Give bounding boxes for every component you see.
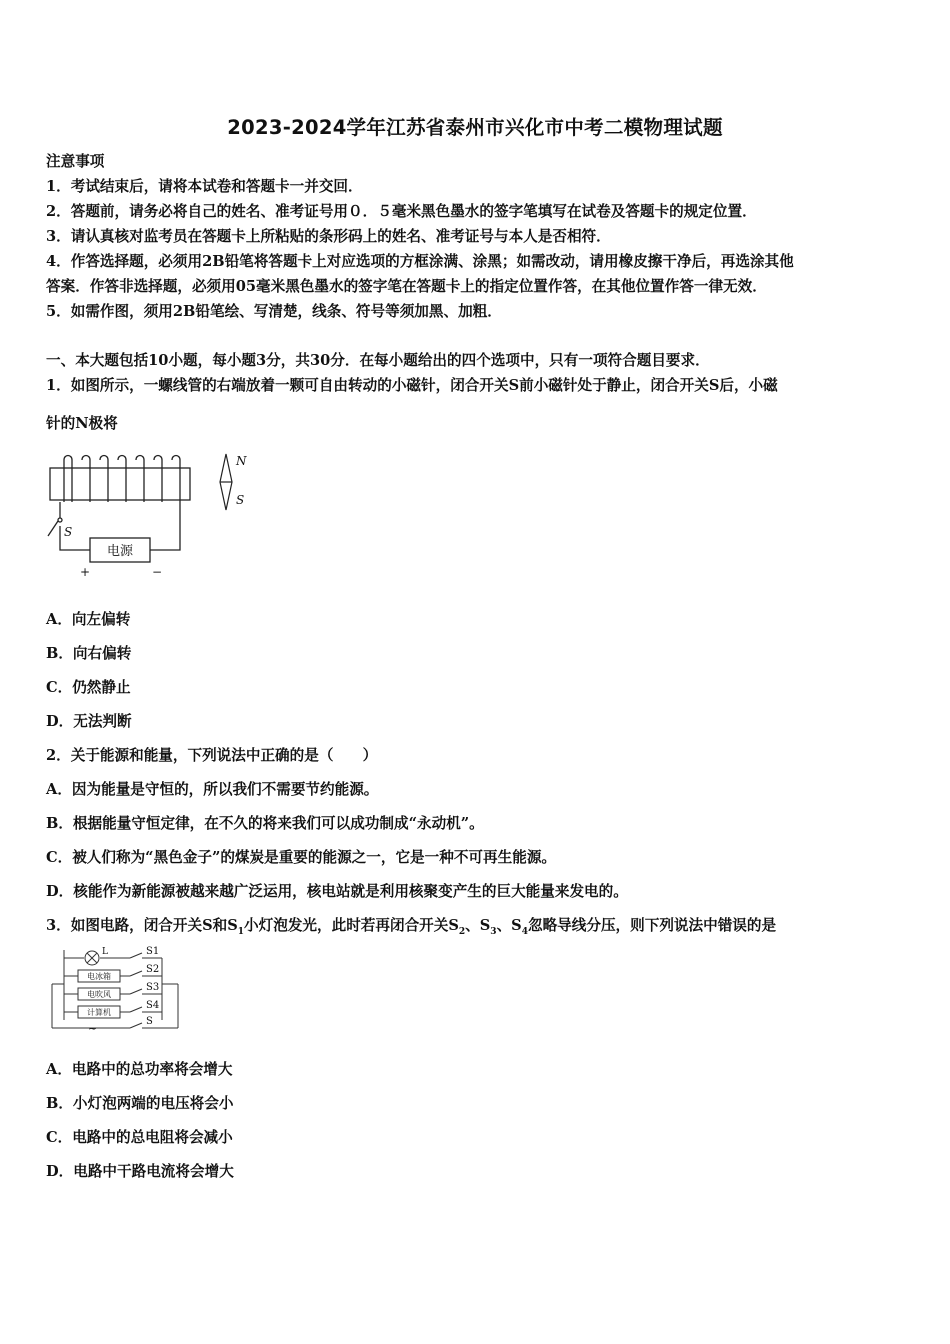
switch-label: S bbox=[146, 1016, 153, 1027]
switch-label: S3 bbox=[146, 982, 160, 993]
q1-option-a[interactable]: A．向左偏转 bbox=[46, 611, 131, 628]
notice-heading: 注意事项 bbox=[46, 153, 105, 170]
switch-label: S2 bbox=[146, 964, 160, 975]
power-supply-label: 电源 bbox=[106, 544, 134, 559]
page-title: 2023-2024学年江苏省泰州市兴化市中考二模物理试题 bbox=[227, 116, 723, 139]
q3-stem-text: 小灯泡发光，此时若再闭合开关S bbox=[244, 917, 459, 934]
q2-option-d[interactable]: D．核能作为新能源被越来越广泛运用，核电站就是利用核聚变产生的巨大能量来发电的。 bbox=[46, 883, 628, 900]
switch-label: S4 bbox=[146, 1000, 160, 1011]
q1-option-d[interactable]: D．无法判断 bbox=[46, 713, 132, 730]
q3-sub: 4 bbox=[521, 926, 528, 937]
notice-item: 答案．作答非选择题，必须用05毫米黑色墨水的签字笔在答题卡上的指定位置作答，在其他位置作答一律无效． bbox=[46, 278, 767, 295]
appliance-label: 计算机 bbox=[87, 1008, 111, 1017]
notice-item: 4．作答选择题，必须用2B铅笔将答题卡上对应选项的方框涂满、涂黑；如需改动，请用橡皮擦干净后，再选涂其他 bbox=[46, 253, 794, 270]
q2-option-c[interactable]: C．被人们称为“黑色金子”的煤炭是重要的能源之一，它是一种不可再生能源。 bbox=[46, 849, 557, 866]
notice-item: 1．考试结束后，请将本试卷和答题卡一并交回． bbox=[46, 178, 363, 195]
minus-terminal-label: − bbox=[152, 565, 163, 579]
q2-option-a[interactable]: A．因为能量是守恒的，所以我们不需要节约能源。 bbox=[46, 781, 379, 798]
plus-terminal-label: + bbox=[80, 565, 91, 579]
notice-item: 3．请认真核对监考员在答题卡上所粘贴的条形码上的姓名、准考证号与本人是否相符． bbox=[46, 228, 611, 245]
needle-n-label: N bbox=[236, 454, 247, 468]
q3-figure bbox=[44, 944, 194, 1036]
compass-needle bbox=[220, 454, 232, 510]
lamp-icon bbox=[85, 951, 99, 965]
q2-stem: 2．关于能源和能量，下列说法中正确的是（ ） bbox=[46, 747, 378, 764]
lamp-label: L bbox=[102, 947, 108, 957]
q3-sub: 3 bbox=[490, 926, 497, 937]
switch-label: S bbox=[64, 525, 73, 539]
q3-stem-text: 3．如图电路，闭合开关S和S bbox=[46, 917, 238, 934]
q3-stem-text: 、S bbox=[465, 917, 491, 934]
q3-sub: 2 bbox=[458, 926, 466, 937]
section-intro: 一、本大题包括10小题，每小题3分，共30分．在每小题给出的四个选项中，只有一项符合题目要求． bbox=[46, 352, 710, 369]
needle-s-label: S bbox=[236, 493, 245, 507]
q3-stem-text: 忽略导线分压，则下列说法中错误的是 bbox=[527, 917, 777, 934]
q3-option-a[interactable]: A．电路中的总功率将会增大 bbox=[46, 1061, 233, 1078]
q1-stem: 1．如图所示，一螺线管的右端放着一颗可自由转动的小磁针，闭合开关S前小磁针处于静止，闭合开关S后，小磁 bbox=[46, 377, 778, 394]
q3-option-b[interactable]: B．小灯泡两端的电压将会小 bbox=[46, 1095, 234, 1112]
switch-label: S1 bbox=[146, 946, 160, 957]
q1-option-c[interactable]: C．仍然静止 bbox=[46, 679, 131, 696]
q1-stem-cont: 针的N极将 bbox=[46, 415, 118, 432]
q3-sub: 1 bbox=[237, 926, 245, 937]
q3-option-d[interactable]: D．电路中干路电流将会增大 bbox=[46, 1163, 234, 1180]
appliance-label: 电吹风 bbox=[87, 990, 111, 999]
q3-stem-text: 、S bbox=[496, 917, 522, 934]
q1-figure bbox=[40, 450, 270, 590]
q1-option-b[interactable]: B．向右偏转 bbox=[46, 645, 132, 662]
notice-item: 2．答题前，请务必将自己的姓名、准考证号用０．５毫米黑色墨水的签字笔填写在试卷及答题卡的规定位置． bbox=[46, 203, 757, 220]
notice-item: 5．如需作图，须用2B铅笔绘、写清楚，线条、符号等须加黑、加粗． bbox=[46, 303, 502, 320]
ac-symbol: ~ bbox=[88, 1022, 98, 1035]
appliance-label: 电冰箱 bbox=[87, 972, 111, 981]
q3-option-c[interactable]: C．电路中的总电阻将会减小 bbox=[46, 1129, 233, 1146]
q3-stem bbox=[46, 914, 776, 937]
q2-option-b[interactable]: B．根据能量守恒定律，在不久的将来我们可以成功制成“永动机”。 bbox=[46, 815, 484, 832]
